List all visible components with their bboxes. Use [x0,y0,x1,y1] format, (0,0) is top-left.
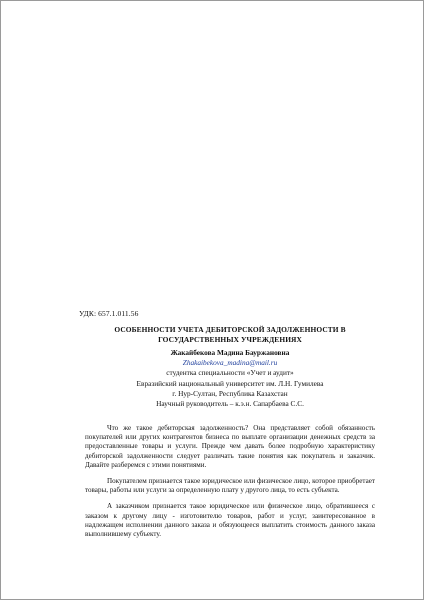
author-affiliation-city: г. Нур-Султан, Республика Казахстан [172,388,288,398]
author-affiliation-university: Евразийский национальный университет им. Л.Н. Гумилева [136,378,324,388]
author-name: Жакайбекова Мадина Бауржановна [170,348,290,357]
author-supervisor: Научный руководитель – к.э.н. Сапарбаева С.С. [156,399,304,409]
article-title: ОСОБЕННОСТИ УЧЕТА ДЕБИТОРСКОЙ ЗАДОЛЖЕННОСТИ В ГОСУДАРСТВЕННЫХ УЧРЕЖДЕНИЯХ [114,325,346,344]
body-paragraph: А заказчиком признается такое юридическое или физическое лицо, обратившееся с заказом к другому лицу - изготовителю товаров, работ и услуг, заинтересованное в надлежащем исполнении данного заказа и обязующееся выплатить стоимость данного заказа выполнившему субъекту. [85,502,375,539]
author-affiliation-specialty: студентка специальности «Учет и аудит» [166,368,294,378]
author-block [85,348,375,409]
body-paragraph: Что же такое дебиторская задолженность? Она представляет собой обязанность покупателей или других контрагентов бизнеса по выплате организации денежных средств за предоставленные товары и услуги. Прежде чем давать более подробную характеристику дебиторской задолженности следует различать такие понятия как покупатель и заказчик. Давайте разберемся с этими понятиями. [85,424,375,469]
udk-code: УДК: 657.1.011.56 [79,309,139,318]
article-body [85,424,375,546]
author-email: Zhakaibekova_madina@mail.ru [182,358,278,368]
body-paragraph: Покупателем признается такое юридическое или физическое лицо, которое приобретает товары, работы или услуги за определенную плату у другого лица, то есть субъекта. [85,477,375,495]
